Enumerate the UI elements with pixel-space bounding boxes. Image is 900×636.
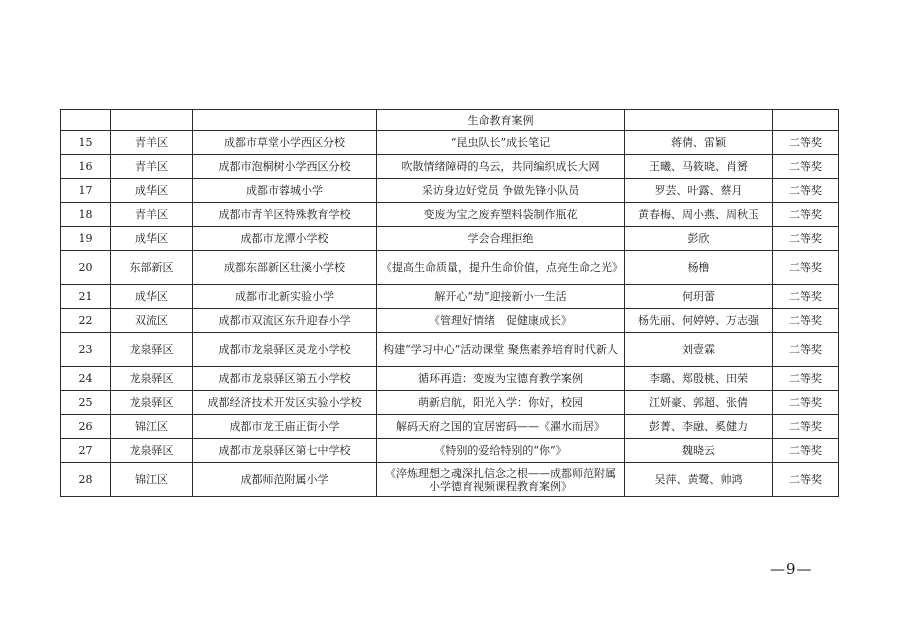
cell-authors: 李璐、郑殷桃、田荣 (625, 367, 773, 391)
awards-table-body (61, 110, 839, 497)
cell-title: 吹散情绪障碍的乌云，共同编织成长大网 (377, 155, 625, 179)
cell-title: 采访身边好党员 争做先锋小队员 (377, 179, 625, 203)
cell-no: 26 (61, 415, 111, 439)
cell-authors: 彭欣 (625, 227, 773, 251)
cell-school: 成都经济技术开发区实验小学校 (193, 391, 377, 415)
cell-no: 15 (61, 131, 111, 155)
table-row (61, 415, 839, 439)
cell-district: 龙泉驿区 (111, 367, 193, 391)
page-number: —9— (770, 560, 813, 578)
cell-title: 循环再造：变废为宝德育教学案例 (377, 367, 625, 391)
awards-table (60, 109, 839, 497)
cell-award: 二等奖 (773, 285, 839, 309)
cell-no: 23 (61, 333, 111, 367)
cell-school: 成都市龙潭小学校 (193, 227, 377, 251)
cell-no: 25 (61, 391, 111, 415)
cell-authors: 何玥蕾 (625, 285, 773, 309)
cell-award: 二等奖 (773, 415, 839, 439)
cell-title: 《特别的爱给特别的“你”》 (377, 439, 625, 463)
table-row (61, 227, 839, 251)
cell-district: 东部新区 (111, 251, 193, 285)
cell-award: 二等奖 (773, 203, 839, 227)
cell-school: 成都市双流区东升迎春小学 (193, 309, 377, 333)
cell-authors: 吴萍、黄鹭、帅鸿 (625, 463, 773, 497)
table-row (61, 251, 839, 285)
table-row (61, 463, 839, 497)
table-row (61, 391, 839, 415)
cell-no: 18 (61, 203, 111, 227)
cell-award: 二等奖 (773, 391, 839, 415)
cell-award: 二等奖 (773, 367, 839, 391)
cell-title: 《管理好情绪 促健康成长》 (377, 309, 625, 333)
cell-school: 成都市蓉城小学 (193, 179, 377, 203)
cell-award: 二等奖 (773, 333, 839, 367)
cell-district: 龙泉驿区 (111, 391, 193, 415)
cell-authors: 杨先丽、何婷婷、万志强 (625, 309, 773, 333)
cell-district: 青羊区 (111, 131, 193, 155)
cell-no: 19 (61, 227, 111, 251)
cell-award: 二等奖 (773, 251, 839, 285)
cell-district: 成华区 (111, 285, 193, 309)
cell-school: 成都市泡桐树小学西区分校 (193, 155, 377, 179)
cell-district: 龙泉驿区 (111, 333, 193, 367)
cell-no: 20 (61, 251, 111, 285)
table-row (61, 309, 839, 333)
cell-school: 成都师范附属小学 (193, 463, 377, 497)
cell-title: 解码天府之国的宜居密码——《濯水而居》 (377, 415, 625, 439)
cell-district: 双流区 (111, 309, 193, 333)
cell-district (111, 110, 193, 131)
cell-district: 锦江区 (111, 415, 193, 439)
cell-authors (625, 110, 773, 131)
cell-award: 二等奖 (773, 463, 839, 497)
cell-authors: 黄春梅、周小燕、周秋玉 (625, 203, 773, 227)
cell-authors: 江妍豪、郭超、张倩 (625, 391, 773, 415)
cell-authors: 罗芸、叶露、蔡月 (625, 179, 773, 203)
table-row-continued (61, 110, 839, 131)
cell-school: 成都市龙泉驿区第七中学校 (193, 439, 377, 463)
cell-title: 构建“学习中心”活动课堂 聚焦素养培育时代新人 (377, 333, 625, 367)
cell-district: 锦江区 (111, 463, 193, 497)
cell-authors: 刘壹霖 (625, 333, 773, 367)
cell-district: 青羊区 (111, 203, 193, 227)
cell-authors: 杨橹 (625, 251, 773, 285)
cell-award: 二等奖 (773, 131, 839, 155)
cell-no: 16 (61, 155, 111, 179)
cell-award (773, 110, 839, 131)
cell-no: 27 (61, 439, 111, 463)
cell-authors: 魏晓云 (625, 439, 773, 463)
table-row (61, 155, 839, 179)
cell-award: 二等奖 (773, 155, 839, 179)
cell-title: “昆虫队长”成长笔记 (377, 131, 625, 155)
cell-title: 萌新启航，阳光入学：你好，校园 (377, 391, 625, 415)
cell-no (61, 110, 111, 131)
cell-title: 解开心“劫”迎接新小一生活 (377, 285, 625, 309)
cell-district: 青羊区 (111, 155, 193, 179)
table-row (61, 439, 839, 463)
cell-school: 成都市龙泉驿区灵龙小学校 (193, 333, 377, 367)
cell-school: 成都东部新区壮溪小学校 (193, 251, 377, 285)
cell-authors: 王曦、马筱晓、肖赟 (625, 155, 773, 179)
cell-no: 22 (61, 309, 111, 333)
cell-award: 二等奖 (773, 439, 839, 463)
cell-school: 成都市北新实验小学 (193, 285, 377, 309)
table-row (61, 203, 839, 227)
cell-authors: 蒋倩、雷颖 (625, 131, 773, 155)
cell-district: 龙泉驿区 (111, 439, 193, 463)
cell-authors: 彭菁、李融、奚健力 (625, 415, 773, 439)
cell-school: 成都市草堂小学西区分校 (193, 131, 377, 155)
cell-title: 《淬炼理想之魂深扎信念之根——成都师范附属小学德育视频课程教育案例》 (377, 463, 625, 497)
cell-award: 二等奖 (773, 309, 839, 333)
table-row (61, 179, 839, 203)
cell-title: 生命教育案例 (377, 110, 625, 131)
cell-no: 17 (61, 179, 111, 203)
cell-title: 《提高生命质量，提升生命价值，点亮生命之光》 (377, 251, 625, 285)
cell-school: 成都市龙泉驿区第五小学校 (193, 367, 377, 391)
cell-no: 28 (61, 463, 111, 497)
table-row (61, 285, 839, 309)
cell-award: 二等奖 (773, 179, 839, 203)
cell-school (193, 110, 377, 131)
cell-title: 学会合理拒绝 (377, 227, 625, 251)
cell-no: 24 (61, 367, 111, 391)
cell-district: 成华区 (111, 227, 193, 251)
table-row (61, 367, 839, 391)
cell-school: 成都市青羊区特殊教育学校 (193, 203, 377, 227)
cell-title: 变废为宝之废弃塑料袋制作瓶花 (377, 203, 625, 227)
cell-district: 成华区 (111, 179, 193, 203)
cell-award: 二等奖 (773, 227, 839, 251)
cell-school: 成都市龙王庙正街小学 (193, 415, 377, 439)
cell-no: 21 (61, 285, 111, 309)
table-row (61, 333, 839, 367)
table-row (61, 131, 839, 155)
